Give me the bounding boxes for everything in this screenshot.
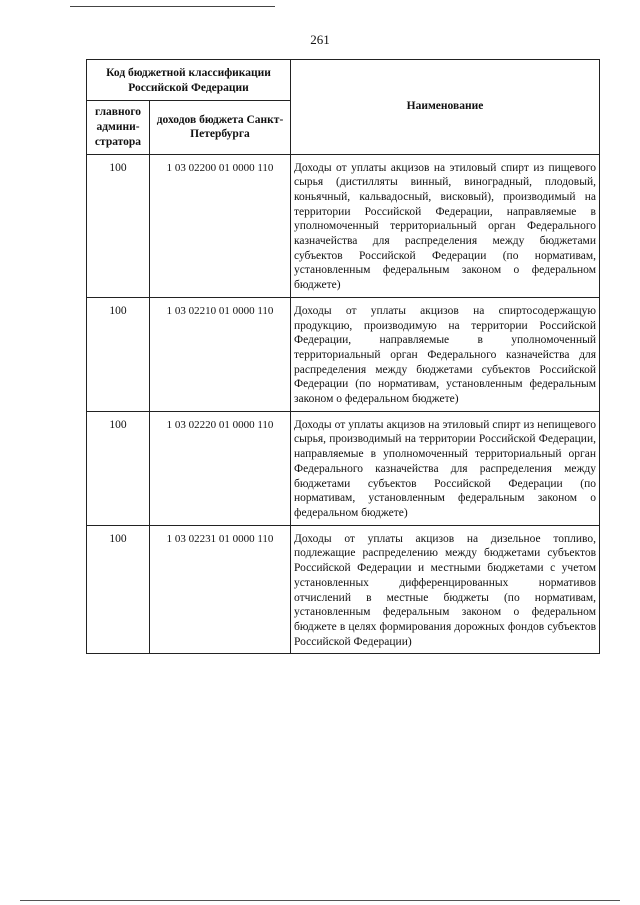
revenue-name-cell: Доходы от уплаты акцизов на спиртосодержащую продукцию, производимую на территории Российской Федерации, направляемые в уполномоченный территориальный орган Федерального казначейства для распределения между бюджетами субъектов Российской Федерации (по нормативам, установленным федеральным законом о федеральном бюджете) [291, 297, 600, 411]
revenue-code-cell: 1 03 02220 01 0000 110 [150, 411, 291, 525]
revenue-code-cell: 1 03 02231 01 0000 110 [150, 525, 291, 654]
header-row-group [87, 60, 600, 101]
admin-code-cell: 100 [87, 411, 150, 525]
revenue-name-cell: Доходы от уплаты акцизов на этиловый спирт из пищевого сырья (дистилляты винный, виноградный, плодовый, коньячный, кальвадосный, висковый), производимый на территории Российской Федерации, направляемые в уполномоченный территориальный орган Федерального казначейства для распределения между бюджетами субъектов Российской Федерации (по нормативам, установленным федеральным законом о федеральном бюджете) [291, 154, 600, 297]
table-row [87, 297, 600, 411]
table-body [87, 154, 600, 654]
table-row [87, 525, 600, 654]
header-revenue: доходов бюджета Санкт-Петербурга [150, 101, 291, 154]
page-number: 261 [310, 32, 330, 47]
revenue-code-cell: 1 03 02210 01 0000 110 [150, 297, 291, 411]
bottom-rule [20, 900, 620, 901]
admin-code-cell: 100 [87, 297, 150, 411]
table-row [87, 411, 600, 525]
table-header [87, 60, 600, 155]
budget-classification-table [86, 59, 600, 654]
revenue-name-cell: Доходы от уплаты акцизов на этиловый спирт из непищевого сырья, производимый на территории Российской Федерации, направляемые в уполномоченный территориальный орган Федерального казначейства для распределения между бюджетами субъектов Российской Федерации (по нормативам, установленным федеральным законом о федеральном бюджете) [291, 411, 600, 525]
table-row [87, 154, 600, 297]
top-rule [70, 6, 275, 7]
admin-code-cell: 100 [87, 154, 150, 297]
header-classification-code: Код бюджетной классификации Российской Федерации [87, 60, 291, 101]
header-admin: главного админи-стратора [87, 101, 150, 154]
admin-code-cell: 100 [87, 525, 150, 654]
revenue-name-cell: Доходы от уплаты акцизов на дизельное топливо, подлежащие распределению между бюджетами субъектов Российской Федерации и местными бюджетами с учетом установленных дифференцированных нормативов отчислений в местные бюджеты (по нормативам, установленным федеральным законом о федеральном бюджете в целях формирования дорожных фондов субъектов Российской Федерации) [291, 525, 600, 654]
revenue-code-cell: 1 03 02200 01 0000 110 [150, 154, 291, 297]
header-name: Наименование [291, 60, 600, 155]
